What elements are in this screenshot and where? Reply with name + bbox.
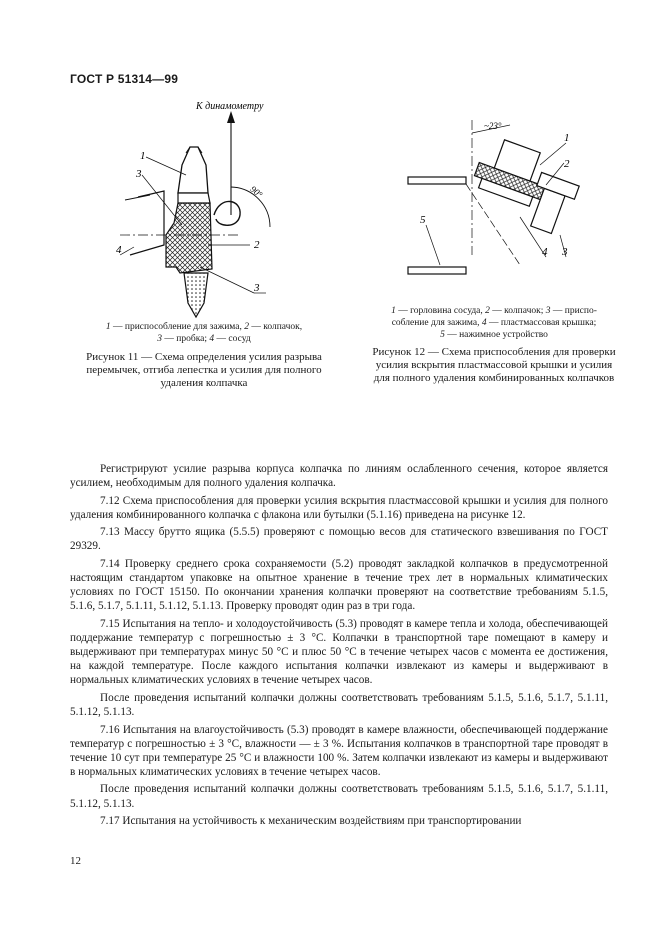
angle-90-label: 90° [248, 183, 265, 200]
paragraph: 7.12 Схема приспособления для проверки усилия вскрытия пластмассовой крышки и усилия для полного удаления комбинированного колпачка с флакона или бутылки (5.1.16) приведена на рисунке 12. [70, 494, 608, 521]
tab-loop [214, 201, 240, 225]
callout-2: 2 [254, 239, 260, 251]
figure-12-drawing [400, 105, 600, 290]
press-plate-top [408, 177, 466, 184]
callout-5: 5 [420, 214, 426, 226]
clamp-body [178, 147, 208, 193]
callout-4: 4 [542, 246, 548, 258]
angle-23-label: ~23° [484, 121, 502, 131]
vessel-outline [130, 191, 164, 255]
paragraph: 7.17 Испытания на устойчивость к механическим воздействиям при транспортировании [100, 815, 522, 828]
dynamometer-label: К динамометру [196, 101, 264, 112]
body-text [70, 462, 608, 832]
figure-12-legend: 1 — горловина сосуда, 2 — колпачок; 3 — приспо- собление для зажима, 4 — пластмассовая крышка; 5 — нажимное устройство [391, 306, 597, 340]
press-plate-bottom [408, 267, 466, 274]
document-header: ГОСТ Р 51314—99 [70, 72, 179, 86]
callout-3: 3 [136, 168, 142, 180]
figure-11-drawing [90, 95, 320, 325]
figure-11-caption: Рисунок 11 — Схема определения усилия разрыва перемычек, отгиба лепестка и усилия для полного удаления колпачка [86, 351, 322, 389]
paragraph: 7.15 Испытания на тепло- и холодоустойчивость (5.3) проводят в камере тепла и холода, обеспечивающей поддержание температур с погрешностью ± 3 °С. Колпачки в транспортной таре помещают в камеру и выдерживают при температурах минус 50 °С и плюс 50 °С в течение четырех часов с момента ее достижения, на каждой температуре. После каждого испытания колпачки извлекают из камеры и выдерживают в нормальных климатических условиях в течение четырех часов. [70, 617, 608, 687]
figure-11-legend: 1 — приспособление для зажима, 2 — колпачок, 3 — пробка; 4 — сосуд [105, 322, 303, 344]
figure-12-caption: Рисунок 12 — Схема приспособления для проверки усилия вскрытия пластмассовой крышки и усилия для полного удаления комбинированных колпачков [372, 346, 616, 384]
callout-1: 1 [564, 132, 570, 144]
callout-1: 1 [140, 150, 146, 162]
paragraph: После проведения испытаний колпачки должны соответствовать требованиям 5.1.5, 5.1.6, 5.1.7, 5.1.11, 5.1.12, 5.1.13. [70, 691, 608, 718]
callout-3b: 3 [254, 282, 260, 294]
paragraph: 7.16 Испытания на влагоустойчивость (5.3) проводят в камере влажности, обеспечивающей поддержание температур с погрешностью ± 3 °С, влажности — ± 3 %. Испытания колпачков в транспортной таре проводят в течение 10 сут при температуре 25 °С и влажности 100 %. Затем колпачки извлекают из камеры и выдерживают в нормальных климатических условиях в течение четырех часов. [70, 723, 608, 778]
paragraph: 7.14 Проверку среднего срока сохраняемости (5.2) проводят закладкой колпачков в предусмотренной настоящим стандартом упаковке на опытное хранение в течение трех лет в нормальных климатических условиях по ГОСТ 15150. По окончании хранения колпачки проверяют на соответствие требованиям 5.1.5, 5.1.6, 5.1.7, 5.1.11, 5.1.12, 5.1.13. Проверку проводят один раз в три года. [70, 558, 608, 613]
paragraph: Регистрируют усилие разрыва корпуса колпачка по линиям ослабленного сечения, которое является усилием, необходимым для полного удаления колпачка. [70, 463, 608, 490]
stopper [184, 273, 208, 317]
callout-2: 2 [564, 158, 570, 170]
callout-4: 4 [116, 244, 122, 256]
paragraph: После проведения испытаний колпачки должны соответствовать требованиям 5.1.5, 5.1.6, 5.1.7, 5.1.11, 5.1.12, 5.1.13. [70, 783, 608, 810]
paragraph: 7.13 Массу брутто ящика (5.5.5) проверяют с помощью весов для статического взвешивания по ГОСТ 29329. [70, 526, 608, 553]
page-number: 12 [70, 855, 81, 867]
callout-3: 3 [562, 246, 568, 258]
force-arrowhead [227, 111, 235, 123]
